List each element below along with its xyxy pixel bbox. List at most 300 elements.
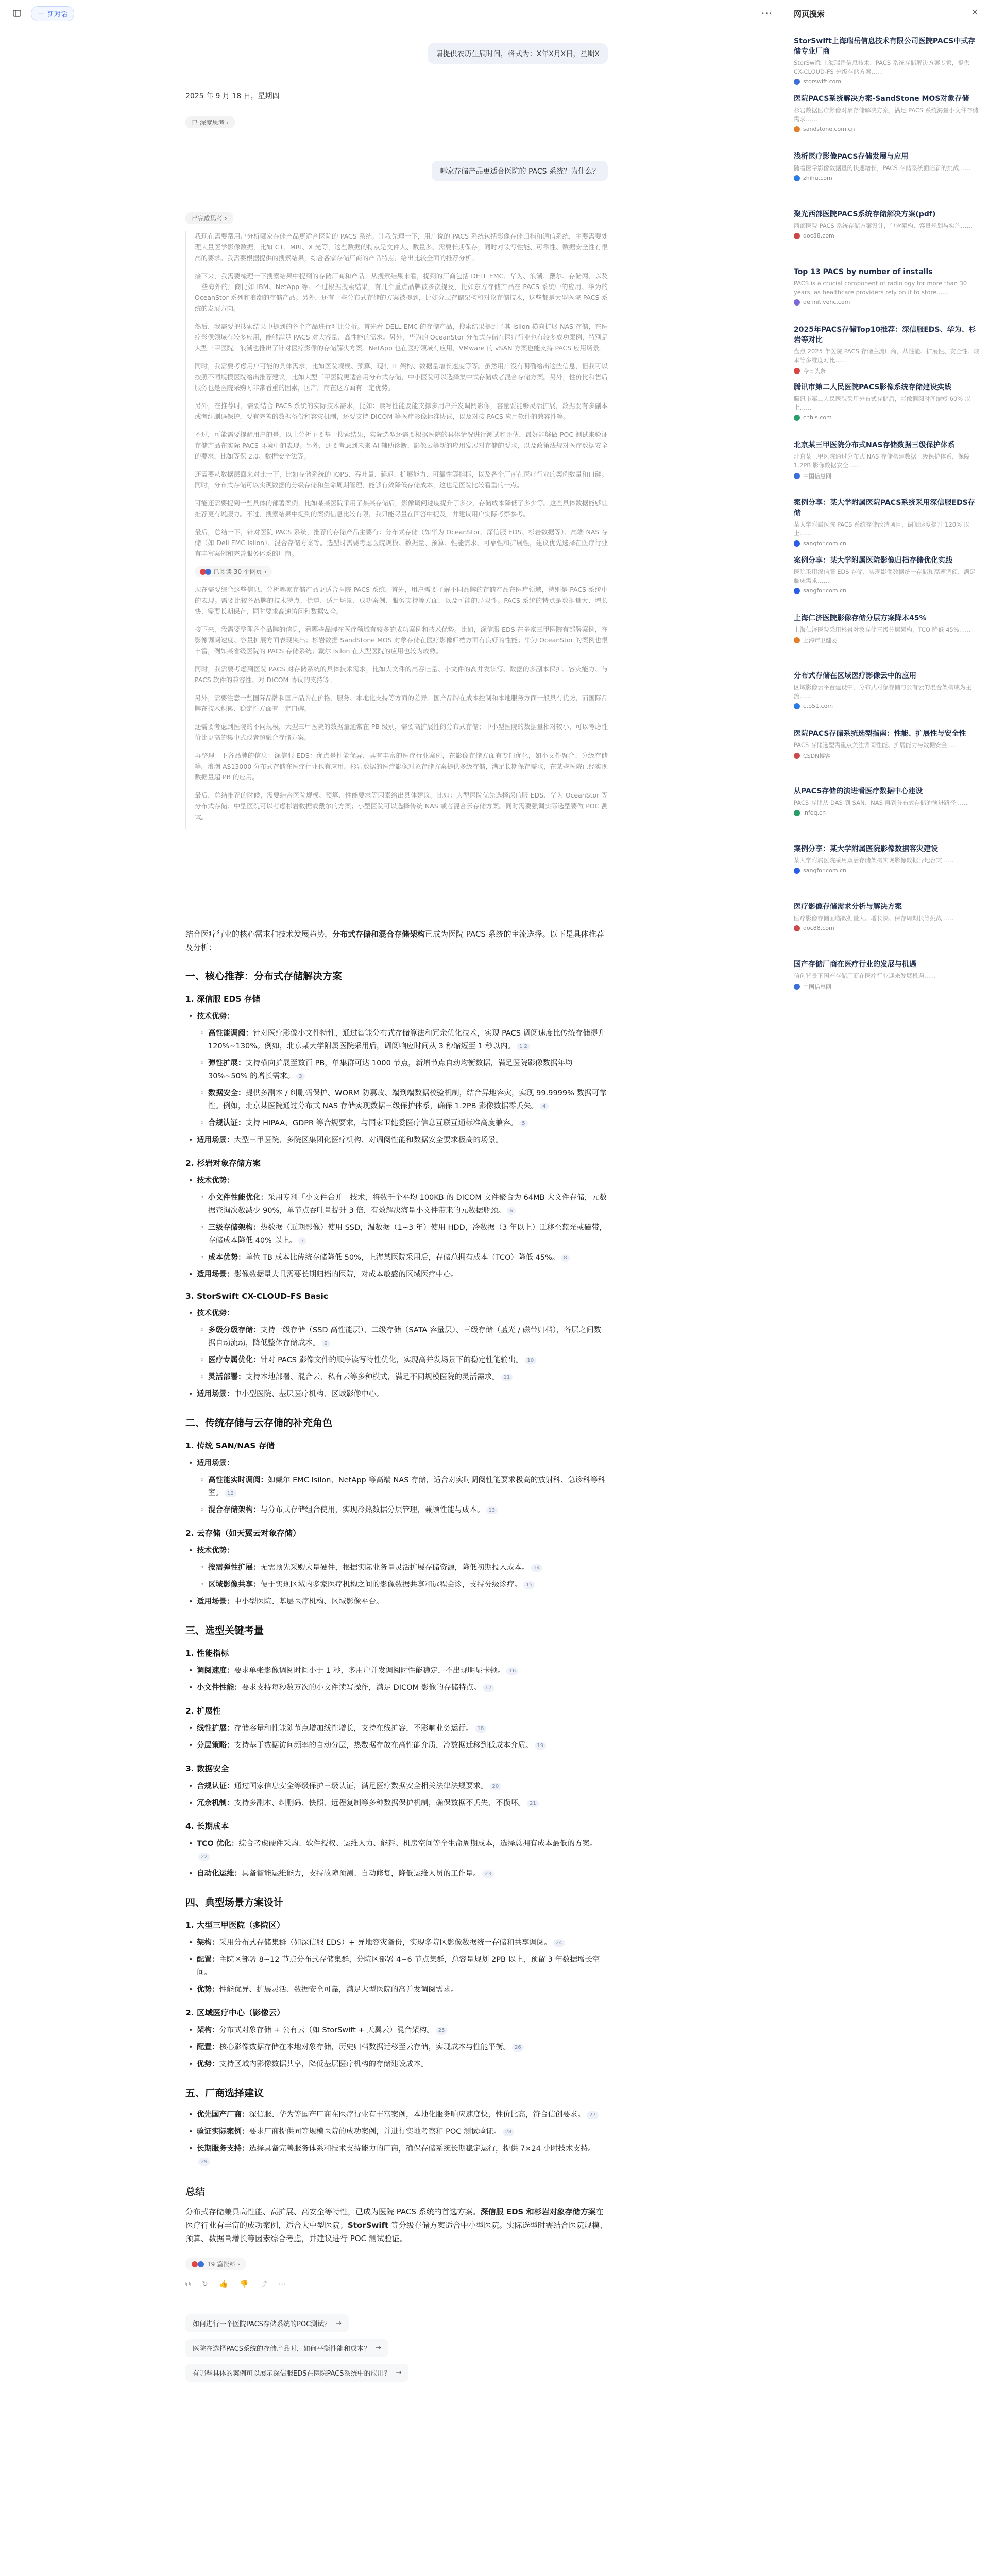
citation-badge[interactable]: 16 [506, 1667, 518, 1675]
list-item-label: 优势： [197, 1986, 219, 1994]
suggestion-text: 如何进行一个医院PACS存储系统的POC测试？ [193, 2320, 331, 2328]
search-result-item[interactable] [794, 151, 980, 181]
citation-badge[interactable]: 4 [540, 1103, 548, 1110]
dislike-icon[interactable]: 👎 [240, 2280, 249, 2289]
list-item-label: 线性扩展： [197, 1724, 234, 1733]
summary-bold: StorSwift [348, 2221, 389, 2230]
search-result-item[interactable] [794, 613, 980, 645]
site-favicon-icon [794, 415, 800, 421]
citation-badge[interactable]: 1 2 [517, 1043, 530, 1050]
section-heading: 五、厂商选择建议 [185, 2088, 264, 2099]
result-title: 从PACS存储的演进看医疗数据中心建设 [794, 787, 923, 795]
site-name: 中国信息网 [803, 984, 831, 990]
thinking-sources-chip[interactable] [195, 566, 272, 577]
result-title: 案例分享：某大学附属医院PACS系统采用深信服EDS存储 [794, 499, 975, 517]
result-title: 案例分享：某大学附属医院影像数据容灾建设 [794, 845, 938, 853]
thinking-paragraph: 现在需要综合这些信息，分析哪家存储产品更适合医院 PACS 系统。首先，用户需要了解不同品牌的存储产品在医疗领域，特别是 PACS 系统中的表现。需要比较各品牌的技术特点、优势、适用场景、成功案例、服务支持等方面，以及可能的局限性。PACS 系统的特点是数据量大、增长快、需要长期保存，同时要求高速访问和数据安全。 [195, 586, 608, 615]
thinking-paragraph: 另外，需要注意一些国际品牌和国产品牌在价格、服务、本地化支持等方面的差异。国产品牌在成本控制和本地服务方面一般具有优势，而国际品牌在技术积累、稳定性方面有一定口碑。 [195, 694, 608, 713]
list-item-text: 支持区域内影像数据共享，降低基层医疗机构的存储建设成本。 [219, 2060, 429, 2069]
list-item-text: 支持本地部署、混合云、私有云等多种模式，满足不同规模医院的灵活需求。 [245, 1373, 500, 1381]
copy-icon[interactable]: ⧉ [185, 2280, 191, 2289]
close-icon[interactable]: ✕ [970, 7, 979, 18]
summary-paragraph [185, 2205, 608, 2245]
list-item [185, 1175, 608, 1264]
result-site [794, 232, 980, 239]
bullet-list [197, 1562, 608, 1591]
result-snippet: 随着医学影像数据量的快速增长，PACS 存储系统面临新的挑战…… [794, 164, 971, 172]
list-item-label: 适用场景： [197, 1598, 234, 1606]
result-title: 浅析医疗影像PACS存储发展与应用 [794, 152, 909, 161]
bullet-list [185, 1937, 608, 1996]
summary-text: 等分级存储方案适合中小型医院。实际选型时需结合医院规模、预算、数据量增长等因素综合考虑，并建议进行 POC 测试验证。 [185, 2221, 607, 2243]
result-snippet: PACS 存储从 DAS 到 SAN、NAS 再到分布式存储的演进路径…… [794, 799, 968, 806]
list-item [197, 1117, 608, 1130]
result-snippet: StorSwift 上海瑞岳信息技术，PACS 系统存储解决方案专家，提供 CX-CLOUD-FS 分级存储方案…… [794, 59, 970, 75]
assistant-answer-1: 2025 年 9 月 18 日，星期四 [185, 92, 280, 100]
new-chat-button[interactable] [31, 6, 74, 21]
citation-badge[interactable]: 17 [483, 1684, 494, 1692]
list-item [185, 1797, 608, 1810]
list-item-text: 影像数据量大且需要长期归档的医院，对成本敏感的区域医疗中心。 [234, 1270, 458, 1279]
list-item-text: 要求支持每秒数万次的小文件读写操作，满足 DICOM 影像的存储特点。 [242, 1684, 481, 1692]
result-snippet: 盘点 2025 年医院 PACS 存储主流厂商，从性能、扩展性、安全性、成本等多维度对比…… [794, 348, 980, 364]
result-title: 分布式存储在区域医疗影像云中的应用 [794, 672, 916, 680]
list-item [185, 2126, 608, 2139]
site-name: cnhis.com [803, 414, 832, 421]
result-snippet: 杉岩数据医疗影像对象存储解决方案，满足 PACS 系统海量小文件存储需求…… [794, 107, 979, 123]
list-item-label: 技术优势： [197, 1309, 234, 1317]
result-site [794, 414, 980, 421]
list-item-text: 存储容量和性能随节点增加线性增长，支持在线扩容，不影响业务运行。 [234, 1724, 473, 1733]
list-item [197, 1371, 608, 1384]
sidebar-toggle-icon[interactable] [10, 7, 24, 20]
bullet-list [185, 1665, 608, 1694]
search-result-item[interactable] [794, 440, 980, 480]
regenerate-icon[interactable]: ↻ [202, 2280, 208, 2289]
list-item [197, 1087, 608, 1113]
list-item-label: 合规认证： [208, 1119, 246, 1127]
section-heading: 二、传统存储与云存储的补充角色 [185, 1417, 333, 1429]
search-result-item[interactable] [794, 555, 980, 594]
list-item [185, 1307, 608, 1384]
answer-sources-chip[interactable] [185, 2258, 246, 2270]
lead-text: 结合医疗行业的核心需求和技术发展趋势， [185, 929, 333, 939]
list-item [185, 1665, 608, 1677]
citation-badge[interactable]: 7 [298, 1237, 306, 1245]
citation-badge[interactable]: 9 [322, 1340, 330, 1347]
bullet-list [185, 1722, 608, 1752]
list-item [185, 1954, 608, 1979]
list-item [197, 1027, 608, 1053]
list-item-text: 具备智能运维能力，支持故障预测、自动修复，降低运维人员的工作量。 [242, 1870, 481, 1878]
list-item-text: 中小型医院、基层医疗机构、区域影像中心。 [234, 1390, 384, 1398]
citation-badge[interactable]: 18 [475, 1725, 487, 1733]
source-favicon-icon [192, 2261, 198, 2267]
suggested-question[interactable] [185, 2314, 349, 2332]
summary-text: 分布式存储兼具高性能、高扩展、高安全等特性，已成为医院 PACS 系统的首选方案。 [185, 2207, 481, 2216]
result-snippet: 信创背景下国产存储厂商在医疗行业迎来发展机遇…… [794, 972, 936, 979]
list-item [197, 1474, 608, 1500]
site-name: doc88.com [803, 925, 834, 931]
list-item [185, 1457, 608, 1517]
search-result-item[interactable] [794, 959, 980, 991]
list-item [197, 1324, 608, 1350]
thinking-paragraph: 还需要从数据层面来对比一下，比如存储系统的 IOPS、吞吐量、延迟、扩展能力、可靠性等指标，以及各个厂商在医疗行业的案例数量和口碑。同时，分布式存储可以实现数据的分级存储和生命周期管理，能够有效降低存储成本，这也是医院比较看重的一点。 [195, 470, 608, 489]
list-item-text: 单位 TB 成本比传统存储降低 50%，上海某医院采用后，存储总拥有成本（TCO）降低 45%。 [245, 1253, 560, 1262]
list-item [197, 1504, 608, 1517]
site-name: sangfor.com.cn [803, 540, 847, 547]
result-snippet: 医疗影像存储面临数据量大、增长快、保存周期长等挑战…… [794, 914, 954, 922]
thinking-toggle-2[interactable]: 已完成思考 › [185, 212, 233, 224]
lead-text: 已成为医院 PACS 系统的主流选择。以下是具体推荐及分析： [185, 929, 604, 952]
list-item [185, 2041, 608, 2054]
result-snippet: 某大学附属医院采用双活存储架构实现影像数据异地容灾…… [794, 857, 954, 864]
list-item-label: TCO 优化： [197, 1840, 239, 1848]
thinking-toggle-1[interactable]: 已 深度思考 › [185, 116, 235, 128]
citation-badge[interactable]: 22 [198, 1853, 210, 1861]
search-result-item[interactable] [794, 94, 980, 132]
site-favicon-icon [794, 588, 800, 594]
citation-badge[interactable]: 24 [553, 1939, 565, 1947]
subsection-heading: 4. 长期成本 [185, 1822, 229, 1831]
list-item-text: 提供多副本 / 纠删码保护、WORM 防篡改、端到端数据校验机制，结合异地容灾，实现 99.9999% 数据可靠性。例如，北京某医院通过分布式 NAS 存储实现数据三级保护体系，确保 1.2PB 影像数据零丢失。 [208, 1089, 607, 1110]
site-name: CSDN博客 [803, 753, 831, 759]
list-item-label: 区域影像共享： [208, 1581, 261, 1589]
bullet-list [197, 1192, 608, 1264]
result-title: StorSwift上海瑞岳信息技术有限公司医院PACS中式存储专业厂商 [794, 37, 976, 56]
list-item-text: 采用分布式存储集群（如深信服 EDS）+ 异地容灾备份，实现多院区影像数据统一存储和共享调阅。 [219, 1939, 552, 1947]
thinking-paragraph: 再整理一下各品牌的信息：深信服 EDS：优点是性能优异，具有丰富的医疗行业案例，在影像存储方面有专门优化，如小文件聚合、分级存储等。浪潮 AS13000 分布式存储在医疗行业也有应用。杉岩数据的医疗影像对象存储方案提供多级存储，满足长期保存需求，在某些医院已经实现数据量超 PB 的应用。 [195, 752, 608, 781]
list-item-text: 选择具备完善服务体系和技术支持能力的厂商，确保存储系统长期稳定运行，提供 7×24 小时技术支持。 [249, 2145, 596, 2153]
section-heading: 四、典型场景方案设计 [185, 1897, 284, 1908]
list-item-label: 适用场景： [197, 1270, 234, 1279]
citation-badge[interactable]: 11 [501, 1374, 513, 1381]
site-favicon-icon [794, 810, 800, 816]
result-title: 腾讯市第二人民医院PACS影像系统存储建设实践 [794, 383, 952, 392]
list-item-label: 小文件性能优化： [208, 1194, 268, 1202]
list-item-text: 针对 PACS 影像文件的顺序读写特性优化，实现高并发场景下的稳定性能输出。 [260, 1356, 523, 1364]
list-item-text: 采用专利「小文件合并」技术，将数千个平均 100KB 的 DICOM 文件聚合为 64MB 大文件存储，元数据查询次数减少 90%，单节点吞吐量提升 3 倍，有效解决海量小文件带来的元数据瓶颈。 [208, 1194, 607, 1215]
search-result-item[interactable] [794, 902, 980, 931]
answer-lead [185, 927, 608, 954]
citation-badge[interactable]: 12 [225, 1489, 236, 1497]
list-item-text: 如戴尔 EMC Isilon、NetApp 等高端 NAS 存储，适合对实时调阅性能要求极高的放射科、急诊科等科室。 [208, 1476, 606, 1497]
search-result-item[interactable] [794, 728, 980, 760]
site-name: sangfor.com.cn [803, 587, 847, 594]
bullet-list [197, 1474, 608, 1517]
citation-badge[interactable]: 26 [512, 2044, 524, 2052]
bullet-list [185, 1175, 608, 1281]
citation-badge[interactable]: 14 [531, 1564, 543, 1572]
site-favicon-icon [794, 984, 800, 990]
list-item-text: 支持一级存储（SSD 高性能层）、二级存储（SATA 容量层）、三级存储（蓝光 / 磁带归档），各层之间数据自动流动，降低整体存储成本。 [208, 1326, 602, 1347]
site-favicon-icon [794, 753, 800, 759]
list-item-text: 性能优异、扩展灵活、数据安全可靠，满足大型医院的高并发调阅需求。 [219, 1986, 458, 1994]
thinking-paragraph: 同时，我需要考虑用户可能的具体需求，比如医院规模、预算、现有 IT 架构、数据量增长速度等等。虽然用户没有明确给出这些信息，但我可以按照不同规模医院给出推荐建议，比如大型三甲医院更适合用分布式存储，中小医院可以选择集中式存储或者混合存储方案。另外，性价比和售后服务也是医院采购时非常看重的因素，国产厂商在这方面有一定优势。 [195, 362, 608, 392]
list-item [197, 1222, 608, 1247]
bullet-list [185, 1545, 608, 1608]
list-item-label: 优先国产厂商： [197, 2111, 249, 2119]
result-title: 国产存储厂商在医疗行业的发展与机遇 [794, 960, 916, 969]
list-item [185, 1780, 608, 1793]
result-site [794, 299, 980, 306]
list-item-text: 通过国家信息安全等级保护三级认证，满足医疗数据安全相关法律法规要求。 [234, 1782, 488, 1790]
search-result-item[interactable] [794, 325, 980, 375]
list-item-label: 技术优势： [197, 1177, 234, 1185]
list-item-label: 配置： [197, 1956, 219, 1964]
list-item [185, 1868, 608, 1880]
bullet-list [185, 1457, 608, 1517]
result-site [794, 78, 980, 85]
result-site [794, 982, 980, 991]
citation-badge[interactable]: 23 [482, 1870, 494, 1878]
list-item-label: 优势： [197, 2060, 219, 2069]
site-name: sandstone.com.cn [803, 126, 855, 132]
list-item-label: 弹性扩展： [208, 1059, 246, 1067]
citation-badge[interactable]: 25 [436, 2027, 448, 2035]
list-item [185, 1937, 608, 1950]
site-favicon-icon [794, 637, 800, 643]
result-site [794, 126, 980, 132]
site-favicon-icon [794, 79, 800, 85]
more-actions-icon[interactable]: ⋯ [278, 2280, 286, 2289]
result-snippet: 西部医院 PACS 系统存储方案设计，包含架构、容量规划与实施…… [794, 222, 973, 229]
site-favicon-icon [794, 175, 800, 181]
list-item-label: 高性能调阅： [208, 1029, 253, 1038]
list-item-text: 支持基于数据访问频率的自动分层，热数据存放在高性能介质，冷数据迁移到低成本介质。 [234, 1741, 533, 1750]
thinking-paragraph: 接下来，我需要整理各个品牌的信息，看哪些品牌在医疗领域有较多的成功案例和技术优势。比如，深信服 EDS 在多家三甲医院有部署案例，在影像调阅速度、容量扩展方面表现突出；杉岩数据 SandStone MOS 对象存储在医疗影像归档方面有良好的性能；华为 OceanStor 的案例也很丰富，例如某省级医院的 PACS 存储系统；戴尔 Isilon 在大型医院的应用也较为成熟。 [195, 625, 608, 655]
list-item-text: 要求单张影像调阅时间小于 1 秒，多用户并发调阅时性能稳定，不出现明显卡顿。 [234, 1667, 505, 1675]
result-title: 聚光西部医院PACS系统存储解决方案(pdf) [794, 210, 936, 218]
citation-badge[interactable]: 15 [523, 1581, 535, 1589]
site-name: infoq.cn [803, 809, 826, 816]
subsection-heading: 1. 传统 SAN/NAS 存储 [185, 1441, 275, 1450]
thinking-paragraph: 可能还需要提到一些具体的部署案例，比如某某医院采用了某某存储后，影像调阅速度提升了多少，存储成本降低了多少等。这些具体数据能够让推荐更有说服力。不过，搜索结果中提到的案例信息比较有限，我只能尽量在回答中提及，并建议用户实际考察参考。 [195, 499, 608, 518]
list-item-label: 按需弹性扩展： [208, 1564, 261, 1572]
search-result-item[interactable] [794, 671, 980, 709]
list-item-text: 大型三甲医院、多院区集团化医疗机构、对调阅性能和数据安全要求极高的场景。 [234, 1136, 503, 1144]
citation-badge[interactable]: 29 [198, 2158, 210, 2166]
list-item-label: 技术优势： [197, 1547, 234, 1555]
site-favicon-icon [794, 540, 800, 547]
list-item [185, 1388, 608, 1401]
site-favicon-icon [794, 299, 800, 306]
list-item-label: 成本优势： [208, 1253, 246, 1262]
list-item [185, 2058, 608, 2071]
thinking-paragraph: 接下来，我需要梳理一下搜索结果中提到的存储厂商和产品。从搜索结果来看，提到的厂商包括 DELL EMC、华为、浪潮、戴尔、存储网、以及一些海外的厂商比如 IBM、NetApp 等。不过根据搜索结果，有几个重点品牌被多次提及，比如东方存储产品在 PACS 系统中的应用、华为的 OceanStor 系列和浪潮的存储产品。另外，还有一些分布式存储的方案被提到，比如分层存储架构和对象存储技术，这些都是大型医院 PACS 系统的发展方向。 [195, 272, 608, 312]
subsection-heading: 1. 大型三甲医院（多院区） [185, 1921, 285, 1930]
list-item-text: 综合考虑硬件采购、软件授权、运维人力、能耗、机房空间等全生命周期成本，选择总拥有成本最低的方案。 [238, 1840, 598, 1848]
list-item-text: 要求厂商提供同等规模医院的成功案例，并进行实地考察和 POC 测试验证。 [249, 2128, 501, 2136]
bullet-list [185, 1010, 608, 1147]
result-title: 2025年PACS存储Top10推荐：深信服EDS、华为、杉岩等对比 [794, 326, 976, 344]
list-item-text: 分布式对象存储 + 公有云（如 StorSwift + 天翼云）混合架构。 [219, 2026, 434, 2035]
bullet-list [185, 1780, 608, 1810]
list-item [185, 1268, 608, 1281]
citation-badge[interactable]: 27 [587, 2111, 599, 2119]
list-item-text: 主院区部署 8~12 节点分布式存储集群，分院区部署 4~6 节点集群，总容量规划 2PB 以上，预留 3 年数据增长空间。 [197, 1956, 600, 1977]
site-favicon-icon [794, 473, 800, 479]
citation-badge[interactable]: 5 [519, 1120, 527, 1127]
search-result-item[interactable] [794, 498, 980, 547]
list-item-label: 数据安全： [208, 1089, 246, 1097]
list-item [185, 1596, 608, 1608]
list-item-text: 深信服、华为等国产厂商在医疗行业有丰富案例，本地化服务响应速度快，性价比高，符合信创要求。 [249, 2111, 585, 2119]
list-item [185, 1010, 608, 1130]
list-item-label: 配置： [197, 2043, 219, 2052]
search-result-item[interactable] [794, 382, 980, 421]
list-item-label: 适用场景： [197, 1136, 234, 1144]
result-snippet: 腾讯市第二人民医院采用分布式存储后，影像调阅时间缩短 60% 以上…… [794, 395, 971, 411]
citation-badge[interactable]: 19 [535, 1742, 547, 1750]
thinking-paragraph: 然后，我需要把搜索结果中提到的各个产品进行对比分析。首先看 DELL EMC 的存储产品，搜索结果提到了其 Isilon 横向扩展 NAS 存储，在医疗影像领域有较多应用，能够满足 PACS 对大容量、高性能的需求。另外，华为的 OceanStor 分布式存储在医疗行业也有较多成功案例，特别是大型三甲医院。浪潮也推出了针对医疗影像的存储解决方案。NetApp 也在医疗领域有应用，VMware 的 vSAN 方案也能支持 PACS 应用场景。 [195, 323, 608, 352]
site-favicon-icon [794, 925, 800, 931]
result-snippet: PACS 存储选型需重点关注调阅性能、扩展能力与数据安全…… [794, 741, 959, 749]
list-item [185, 2109, 608, 2122]
search-result-item[interactable] [794, 844, 980, 874]
result-site [794, 175, 980, 181]
list-item [197, 1354, 608, 1367]
arrow-right-icon: → [376, 2344, 381, 2352]
section-heading: 一、核心推荐：分布式存储解决方案 [185, 971, 343, 982]
suggested-question[interactable] [185, 2364, 408, 2382]
result-site [794, 367, 980, 375]
list-item-label: 适用场景： [197, 1459, 234, 1467]
arrow-right-icon: → [336, 2319, 342, 2327]
search-result-item[interactable] [794, 786, 980, 816]
panel-title: 网页搜索 [794, 9, 825, 19]
citation-badge[interactable]: 3 [296, 1073, 304, 1080]
list-item-label: 架构： [197, 2026, 219, 2035]
list-item-text: 针对医疗影像小文件特性，通过智能分布式存储算法和冗余优化技术，实现 PACS 调阅速度比传统存储提升 120%~130%。例如，北京某大学附属医院采用后，调阅响应时间从 3 秒缩短至 1 秒以内。 [208, 1029, 606, 1050]
list-item [185, 1739, 608, 1752]
citation-badge[interactable]: 20 [490, 1783, 502, 1790]
list-item-label: 混合存储架构： [208, 1506, 261, 1514]
result-site [794, 636, 980, 645]
list-item-label: 小文件性能： [197, 1684, 242, 1692]
site-name: zhihu.com [803, 175, 832, 181]
thinking-content [185, 231, 608, 829]
site-name: definitivehc.com [803, 299, 850, 306]
site-favicon-icon [794, 233, 800, 239]
site-name: storswift.com [803, 78, 842, 85]
citation-badge[interactable]: 13 [486, 1506, 498, 1514]
citation-badge[interactable]: 6 [507, 1207, 515, 1215]
plus-icon: ＋ [38, 10, 45, 19]
search-result-item[interactable] [794, 36, 980, 85]
citation-badge[interactable]: 21 [527, 1800, 539, 1807]
assistant-answer-2 [185, 927, 608, 2392]
result-title: 医院PACS系统解决方案-SandStone MOS对象存储 [794, 95, 969, 103]
subsection-heading: 3. StorSwift CX-CLOUD-FS Basic [185, 1292, 328, 1301]
suggestion-text: 有哪些具体的案例可以展示深信服EDS在医院PACS系统中的应用？ [193, 2370, 391, 2378]
bullet-list [185, 1307, 608, 1401]
list-item-label: 灵活部署： [208, 1373, 246, 1381]
summary-heading: 总结 [185, 2186, 206, 2197]
bullet-list [185, 2109, 608, 2168]
result-site [794, 587, 980, 594]
source-favicon-icon [205, 569, 211, 575]
list-item [185, 1134, 608, 1147]
subsection-heading: 1. 深信服 EDS 存储 [185, 994, 260, 1004]
result-site [794, 867, 980, 874]
bullet-list [185, 1838, 608, 1880]
answer-sources-label: 19 篇资料 › [207, 2261, 240, 2268]
list-item-text: 支持横向扩展至数百 PB，单集群可达 1000 节点，新增节点自动均衡数据，满足医院影像数据年均 30%~50% 的增长需求。 [208, 1059, 573, 1080]
result-site [794, 472, 980, 480]
thinking-paragraph: 最后，总结推荐的时候，需要结合医院规模、预算、性能要求等因素给出具体建议。比如：大型医院优先选择深信服 EDS、华为 OceanStor 等分布式存储；中型医院可以考虑杉岩数据或戴尔的方案；小型医院可以选择传统 NAS 或者混合云存储方案。同时需要强调实际选型要做 POC 测试。 [195, 791, 608, 821]
subsection-heading: 2. 区域医疗中心（影像云） [185, 2008, 285, 2018]
list-item [185, 1838, 608, 1863]
thinking-sources-label: 已阅读 30 个网页 › [213, 568, 267, 575]
thinking-paragraph: 我现在需要帮用户分析哪家存储产品更适合医院的 PACS 系统。让我先理一下，用户说的 PACS 系统包括影像存储归档和通信系统，主要需要处理大量医学影像数据，比如 CT、MRI、X 光等，这些数据的特点是文件大、数量多、需要长期保存，同时对读写性能、可靠性、数据安全性有很高的要求。我需要根据提供的搜索结果，综合各家存储厂商的产品特点，给出比较全面的推荐分析。 [195, 232, 608, 262]
list-item-label: 冗余机制： [197, 1799, 234, 1807]
thinking-paragraph: 还需要考虑到医院的不同规模，大型三甲医院的数据量通常在 PB 级别，需要高扩展性的分布式存储；中小型医院的数据量相对较小，可以考虑性价比更高的集中式或者超融合存储方案。 [195, 723, 608, 741]
source-favicon-icon [198, 2261, 204, 2267]
list-item [185, 1722, 608, 1735]
like-icon[interactable]: 👍 [219, 2280, 229, 2289]
site-favicon-icon [794, 368, 800, 374]
list-item [197, 1192, 608, 1217]
list-item-text: 支持多副本、纠删码、快照、远程复制等多种数据保护机制，确保数据不丢失、不损坏。 [234, 1799, 525, 1807]
bullet-list [197, 1027, 608, 1130]
result-snippet: 北京某三甲医院通过分布式 NAS 存储构建数据三级保护体系，保障 1.2PB 影像数据安全…… [794, 453, 970, 469]
arrow-right-icon: → [396, 2369, 402, 2377]
thinking-paragraph: 同时，我需要考虑到医院 PACS 对存储系统的具体技术需求，比如大文件的高吞吐量、小文件的高并发读写、数据的多副本保护、容灾能力、与 PACS 软件的兼容性、对 DICOM 协议的支持等。 [195, 665, 608, 684]
citation-badge[interactable]: 10 [525, 1357, 537, 1364]
list-item [197, 1562, 608, 1574]
list-item [185, 2024, 608, 2037]
subsection-heading: 1. 性能指标 [185, 1649, 229, 1658]
summary-bold: 深信服 EDS 和杉岩对象存储方案 [480, 2207, 596, 2216]
list-item-label: 自动化运维： [197, 1870, 242, 1878]
result-site [794, 540, 980, 547]
result-snippet: 某大学附属医院 PACS 系统存储改造项目，调阅速度提升 120% 以上…… [794, 521, 970, 537]
result-title: Top 13 PACS by number of installs [794, 268, 933, 276]
site-name: cto51.com [803, 703, 833, 709]
suggested-question[interactable] [185, 2339, 388, 2357]
search-result-item[interactable] [794, 209, 980, 239]
result-snippet: 上海仁济医院采用杉岩对象存储三级分层架构，TCO 降低 45%…… [794, 626, 971, 633]
list-item-label: 三级存储架构： [208, 1224, 261, 1232]
result-site [794, 752, 980, 760]
citation-badge[interactable]: 8 [561, 1254, 569, 1262]
list-item [185, 1984, 608, 1996]
subsection-heading: 2. 扩展性 [185, 1706, 221, 1716]
more-options-icon[interactable]: ··· [761, 7, 773, 20]
list-item [185, 2143, 608, 2168]
site-name: 中国信息网 [803, 473, 831, 480]
result-title: 案例分享：某大学附属医院影像归档存储优化实践 [794, 556, 952, 565]
list-item [197, 1057, 608, 1083]
search-result-item[interactable] [794, 267, 980, 306]
user-message-2: 哪家存储产品更适合医院的 PACS 系统？为什么？ [432, 161, 608, 181]
list-item-label: 验证实际案例： [197, 2128, 249, 2136]
list-item-text: 无需预先采购大量硬件，根据实际业务量灵活扩展存储资源，降低初期投入成本。 [260, 1564, 530, 1572]
site-name: 上海市卫健委 [803, 637, 837, 644]
list-item-text: 核心影像数据存储在本地对象存储，历史归档数据迁移至云存储，实现成本与性能平衡。 [219, 2043, 510, 2052]
result-site [794, 809, 980, 816]
list-item [185, 1682, 608, 1694]
citation-badge[interactable]: 28 [503, 2128, 515, 2136]
list-item [185, 1545, 608, 1591]
thinking-paragraph: 不过，可能需要提醒用户的是，以上分析主要基于搜索结果，实际选型还需要根据医院的具体情况进行测试和评估，最好能够做 POC 测试来验证存储产品在实际 PACS 环境中的表现。另外，还要考虑到未来 AI 辅助诊断、影像云等新的应用发展对存储的要求，以及政策法规对医疗数据安全的要求，比如等保 2.0、数据安全法等。 [195, 431, 608, 460]
thinking-paragraph: 另外，在推荐时，需要结合 PACS 系统的实际技术需求，比如：读写性能要能支撑多用户并发调阅影像，容量要能够灵活扩展，数据要有多副本或者纠删码保护，要有完善的数据备份和容灾机制，还要支持 DICOM 等医疗影像标准协议，以及对接 PACS 应用软件的兼容性等。 [195, 402, 608, 420]
list-item-label: 多级分级存储： [208, 1326, 261, 1334]
list-item-label: 调阅速度： [197, 1667, 234, 1675]
top-bar [0, 0, 773, 27]
share-icon[interactable]: ⤴ [260, 2281, 267, 2289]
